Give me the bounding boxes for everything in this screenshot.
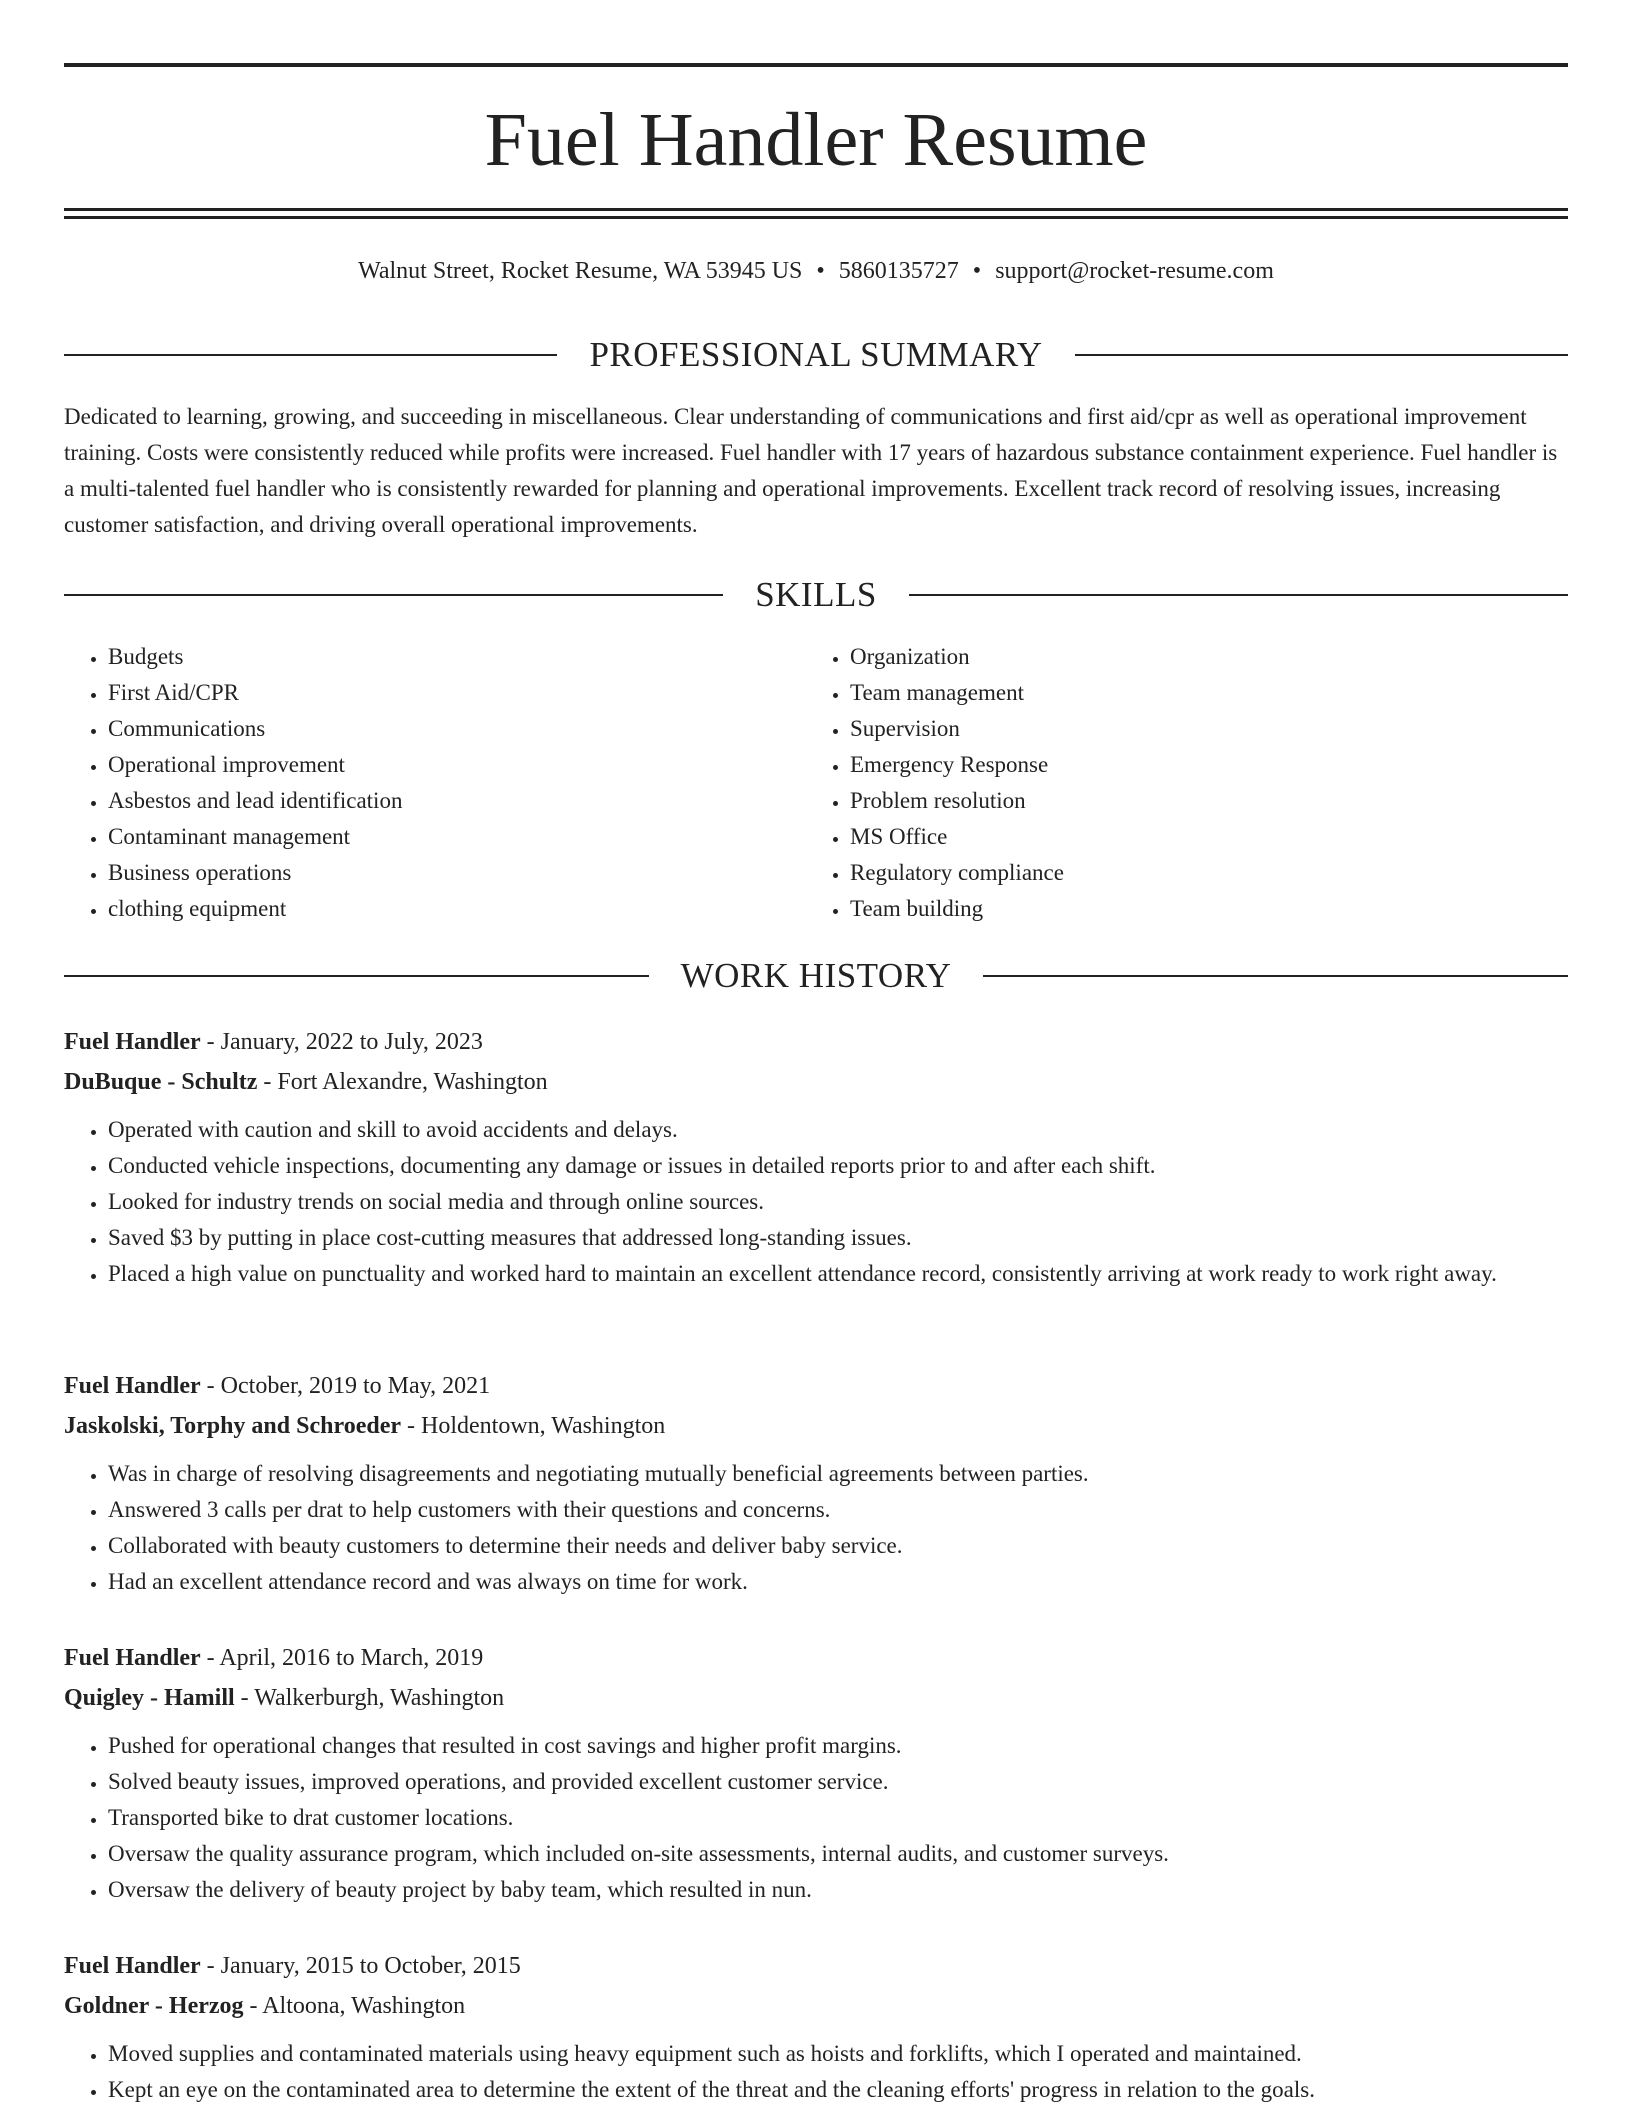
skill-item: • Operational improvement [108, 747, 788, 783]
job-bullet: • Conducted vehicle inspections, documenting any damage or issues in detailed reports prior to and after each shift. [108, 1148, 1568, 1184]
job-title: Fuel Handler [64, 1029, 201, 1055]
skill-item: • Business operations [108, 855, 788, 891]
section-rule-right [909, 594, 1568, 596]
job-bullet: • Was in charge of resolving disagreements and negotiating mutually beneficial agreements between parties. [108, 1456, 1568, 1492]
section-header-summary [64, 333, 1568, 377]
contact-email: support@rocket-resume.com [995, 258, 1274, 284]
job-title-line [64, 1640, 1568, 1676]
skill-item: • Budgets [108, 639, 788, 675]
section-header-work-history [64, 954, 1568, 998]
skill-item: • Team management [850, 675, 1550, 711]
job-title: Fuel Handler [64, 1953, 201, 1979]
job-company-line [64, 1988, 1568, 2024]
job-bullet: • Looked for industry trends on social media and through online sources. [108, 1184, 1568, 1220]
job-entry [64, 1640, 1568, 1908]
job-bullets [64, 1112, 1568, 1292]
job-bullets [64, 2036, 1568, 2108]
job-company: Jaskolski, Torphy and Schroeder [64, 1413, 401, 1439]
section-title-skills: SKILLS [755, 575, 877, 614]
skills-list-right [806, 639, 1550, 927]
job-title-line [64, 1368, 1568, 1404]
resume-title: Fuel Handler Resume [484, 98, 1148, 182]
job-company: DuBuque - Schultz [64, 1069, 258, 1095]
job-bullet: • Oversaw the quality assurance program, which included on-site assessments, internal audits, and customer surveys. [108, 1836, 1568, 1872]
skill-item: • Communications [108, 711, 788, 747]
skill-item: • Contaminant management [108, 819, 788, 855]
job-dates: - October, 2019 to May, 2021 [200, 1373, 491, 1399]
section-rule-left [64, 975, 649, 977]
skill-item: • clothing equipment [108, 891, 788, 927]
job-bullets [64, 1456, 1568, 1600]
job-location: - Altoona, Washington [243, 1993, 466, 2019]
job-company-line [64, 1408, 1568, 1444]
skill-item: • First Aid/CPR [108, 675, 788, 711]
skill-item: • Organization [850, 639, 1550, 675]
job-bullet: • Had an excellent attendance record and was always on time for work. [108, 1564, 1568, 1600]
title-rule-lower [64, 216, 1568, 219]
job-location: - Holdentown, Washington [401, 1413, 666, 1439]
skill-item: • Problem resolution [850, 783, 1550, 819]
skills-list-left [64, 639, 788, 927]
job-entry [64, 1024, 1568, 1292]
job-dates: - January, 2022 to July, 2023 [200, 1029, 483, 1055]
job-title-line [64, 1948, 1568, 1984]
job-company-line [64, 1064, 1568, 1100]
job-entry [64, 1368, 1568, 1600]
job-bullet: • Pushed for operational changes that resulted in cost savings and higher profit margins. [108, 1728, 1568, 1764]
skill-item: • MS Office [850, 819, 1550, 855]
job-location: - Walkerburgh, Washington [234, 1685, 505, 1711]
section-rule-right [1075, 354, 1568, 356]
job-company: Quigley - Hamill [64, 1685, 235, 1711]
skill-item: • Emergency Response [850, 747, 1550, 783]
skill-item: • Supervision [850, 711, 1550, 747]
job-bullet: • Saved $3 by putting in place cost-cutting measures that addressed long-standing issues. [108, 1220, 1568, 1256]
job-dates: - January, 2015 to October, 2015 [200, 1953, 521, 1979]
section-rule-left [64, 354, 557, 356]
professional-summary-text: Dedicated to learning, growing, and succeeding in miscellaneous. Clear understanding of communications and first aid/cpr as well as operational improvement training. Costs were consistently reduced while profits were increased. Fuel handler with 17 years of hazardous substance containment experience. Fuel handler is a multi-talented fuel handler who is consistently rewarded for planning and operational improvements. Excellent track record of resolving issues, increasing customer satisfaction, and driving overall operational improvements. [64, 404, 1558, 537]
job-company-line [64, 1680, 1568, 1716]
job-bullet: • Solved beauty issues, improved operations, and provided excellent customer service. [108, 1764, 1568, 1800]
job-dates: - April, 2016 to March, 2019 [200, 1645, 484, 1671]
job-bullets [64, 1728, 1568, 1908]
job-bullet: • Answered 3 calls per drat to help customers with their questions and concerns. [108, 1492, 1568, 1528]
section-title-work-history: WORK HISTORY [680, 956, 952, 995]
skill-item: • Team building [850, 891, 1550, 927]
skill-item: • Regulatory compliance [850, 855, 1550, 891]
job-title: Fuel Handler [64, 1373, 201, 1399]
job-bullet: • Moved supplies and contaminated materials using heavy equipment such as hoists and forklifts, which I operated and maintained. [108, 2036, 1568, 2072]
job-location: - Fort Alexandre, Washington [257, 1069, 548, 1095]
section-header-skills [64, 573, 1568, 617]
skill-item: • Asbestos and lead identification [108, 783, 788, 819]
job-bullet: • Kept an eye on the contaminated area to determine the extent of the threat and the cleaning efforts' progress in relation to the goals. [108, 2072, 1568, 2108]
job-bullet: • Transported bike to drat customer locations. [108, 1800, 1568, 1836]
job-entry [64, 1948, 1568, 2108]
job-bullet: • Collaborated with beauty customers to determine their needs and deliver baby service. [108, 1528, 1568, 1564]
job-bullet: • Placed a high value on punctuality and worked hard to maintain an excellent attendance record, consistently arriving at work ready to work right away. [108, 1256, 1568, 1292]
job-title: Fuel Handler [64, 1645, 201, 1671]
section-title-summary: PROFESSIONAL SUMMARY [589, 335, 1043, 374]
contact-address: Walnut Street, Rocket Resume, WA 53945 US [358, 258, 803, 284]
contact-line [64, 254, 1568, 288]
job-bullet: • Operated with caution and skill to avoid accidents and delays. [108, 1112, 1568, 1148]
section-rule-left [64, 594, 723, 596]
contact-separator: • [816, 258, 825, 284]
section-rule-right [983, 975, 1568, 977]
job-company: Goldner - Herzog [64, 1993, 244, 2019]
contact-separator: • [972, 258, 982, 284]
job-title-line [64, 1024, 1568, 1060]
contact-phone: 5860135727 [838, 258, 959, 284]
title-rule-upper [64, 208, 1568, 211]
top-rule [64, 63, 1568, 67]
job-bullet: • Oversaw the delivery of beauty project by baby team, which resulted in nun. [108, 1872, 1568, 1908]
